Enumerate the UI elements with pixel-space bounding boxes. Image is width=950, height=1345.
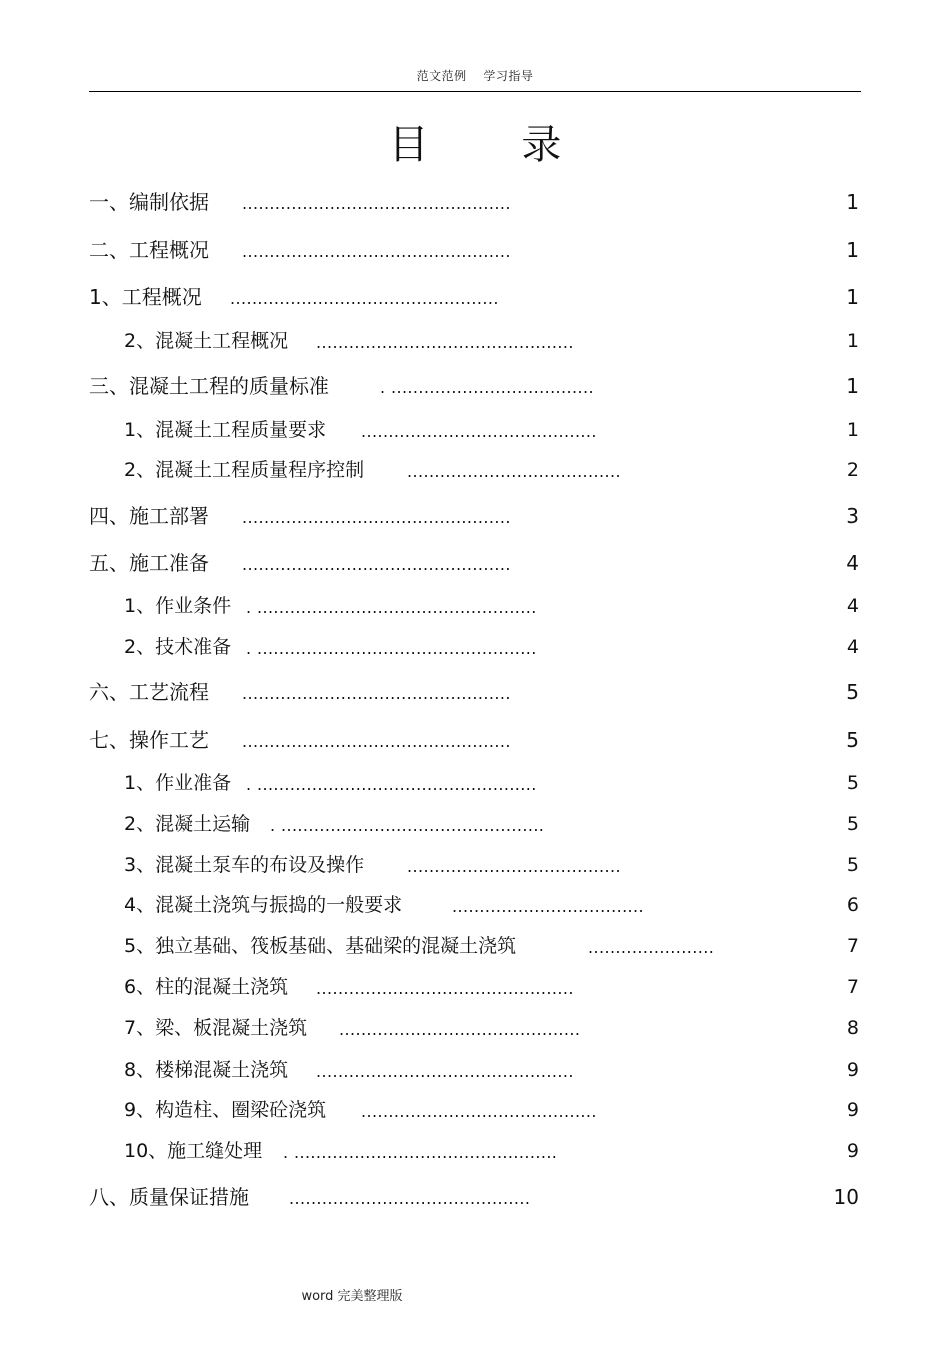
- toc-page-number: 5: [846, 854, 859, 876]
- toc-entry-label: 2、混凝土工程质量程序控制: [124, 459, 365, 481]
- toc-leader-dots: .................................................: [242, 555, 511, 574]
- toc-page-number: 4: [846, 551, 859, 575]
- toc-leader-dots: .................................................: [242, 508, 511, 527]
- toc-page-number: 1: [846, 285, 859, 309]
- toc-page-number: 9: [846, 1099, 859, 1121]
- toc-page-number: 5: [846, 680, 859, 704]
- toc-page-number: 4: [846, 595, 859, 617]
- toc-leader-dots: .................................................: [242, 684, 511, 703]
- toc-entry-label: 10、施工缝处理: [124, 1140, 263, 1162]
- toc-entry-label: 1、混凝土工程质量要求: [124, 419, 327, 441]
- toc-page-number: 3: [846, 504, 859, 528]
- toc-entry-label: 9、构造柱、圈梁砼浇筑: [124, 1099, 327, 1121]
- toc-page-number: 4: [846, 636, 859, 658]
- toc-leader-dots: . ...................................................: [246, 598, 537, 617]
- toc-leader-dots: . ...................................................: [246, 775, 537, 794]
- toc-leader-dots: ...........................................: [361, 1102, 597, 1121]
- toc-entry-label: 1、工程概况: [89, 285, 202, 309]
- toc-entry-label: 7、梁、板混凝土浇筑: [124, 1017, 308, 1039]
- toc-entry-label: 二、工程概况: [89, 238, 209, 262]
- toc-leader-dots: .................................................: [230, 289, 499, 308]
- toc-leader-dots: .......................: [588, 938, 715, 957]
- toc-entry-label: 1、作业条件: [124, 595, 232, 617]
- toc-leader-dots: ...............................................: [316, 333, 574, 352]
- toc-page-number: 5: [846, 813, 859, 835]
- toc-leader-dots: . ................................................: [270, 816, 545, 835]
- toc-page-number: 1: [846, 190, 859, 214]
- toc-page-number: 6: [846, 894, 859, 916]
- toc-leader-dots: .................................................: [242, 242, 511, 261]
- toc-page-number: 1: [846, 374, 859, 398]
- toc-entry-label: 八、质量保证措施: [89, 1185, 249, 1209]
- toc-page-number: 1: [846, 419, 859, 441]
- toc-entry-label: 六、工艺流程: [89, 680, 209, 704]
- toc-entry-label: 4、混凝土浇筑与振捣的一般要求: [124, 894, 403, 916]
- toc-entry-label: 2、技术准备: [124, 636, 232, 658]
- toc-entry-label: 1、作业准备: [124, 772, 232, 794]
- toc-entry-label: 5、独立基础、筏板基础、基础梁的混凝土浇筑: [124, 935, 517, 957]
- toc-page-number: 7: [846, 976, 859, 998]
- toc-page-number: 7: [846, 935, 859, 957]
- toc-entry-label: 2、混凝土工程概况: [124, 330, 289, 352]
- toc-leader-dots: ............................................: [289, 1189, 531, 1208]
- toc-page-number: 8: [846, 1017, 859, 1039]
- toc-entry-label: 四、施工部署: [89, 504, 209, 528]
- toc-leader-dots: . ................................................: [283, 1143, 558, 1162]
- toc-leader-dots: .................................................: [242, 732, 511, 751]
- toc-leader-dots: ............................................: [339, 1020, 581, 1039]
- page-header: 范文范例 学习指导: [416, 69, 534, 83]
- toc-entry-label: 3、混凝土泵车的布设及操作: [124, 854, 365, 876]
- toc-page-number: 10: [833, 1185, 859, 1209]
- toc-page-number: 9: [846, 1059, 859, 1081]
- header-divider: [89, 91, 861, 92]
- toc-entry-label: 七、操作工艺: [89, 728, 209, 752]
- toc-leader-dots: . ...................................................: [246, 639, 537, 658]
- toc-leader-dots: .......................................: [407, 857, 621, 876]
- toc-page-number: 1: [846, 238, 859, 262]
- page-footer: word 完美整理版: [301, 1289, 403, 1304]
- toc-leader-dots: .......................................: [407, 462, 621, 481]
- toc-page-number: 1: [846, 330, 859, 352]
- toc-entry-label: 三、混凝土工程的质量标准: [89, 374, 329, 398]
- toc-leader-dots: ...............................................: [316, 1062, 574, 1081]
- toc-entry-label: 8、楼梯混凝土浇筑: [124, 1059, 289, 1081]
- toc-entry-label: 2、混凝土运输: [124, 813, 251, 835]
- toc-page-number: 5: [846, 728, 859, 752]
- toc-page-number: 5: [846, 772, 859, 794]
- toc-entry-label: 五、施工准备: [89, 551, 209, 575]
- toc-leader-dots: .................................................: [242, 194, 511, 213]
- toc-entry-label: 6、柱的混凝土浇筑: [124, 976, 289, 998]
- toc-leader-dots: ...................................: [452, 897, 645, 916]
- toc-leader-dots: . .....................................: [380, 378, 594, 397]
- toc-entry-label: 一、编制依据: [89, 190, 209, 214]
- toc-leader-dots: ...........................................: [361, 422, 597, 441]
- page-title: 目 录: [388, 122, 602, 168]
- toc-page-number: 9: [846, 1140, 859, 1162]
- toc-page-number: 2: [846, 459, 859, 481]
- toc-leader-dots: ...............................................: [316, 979, 574, 998]
